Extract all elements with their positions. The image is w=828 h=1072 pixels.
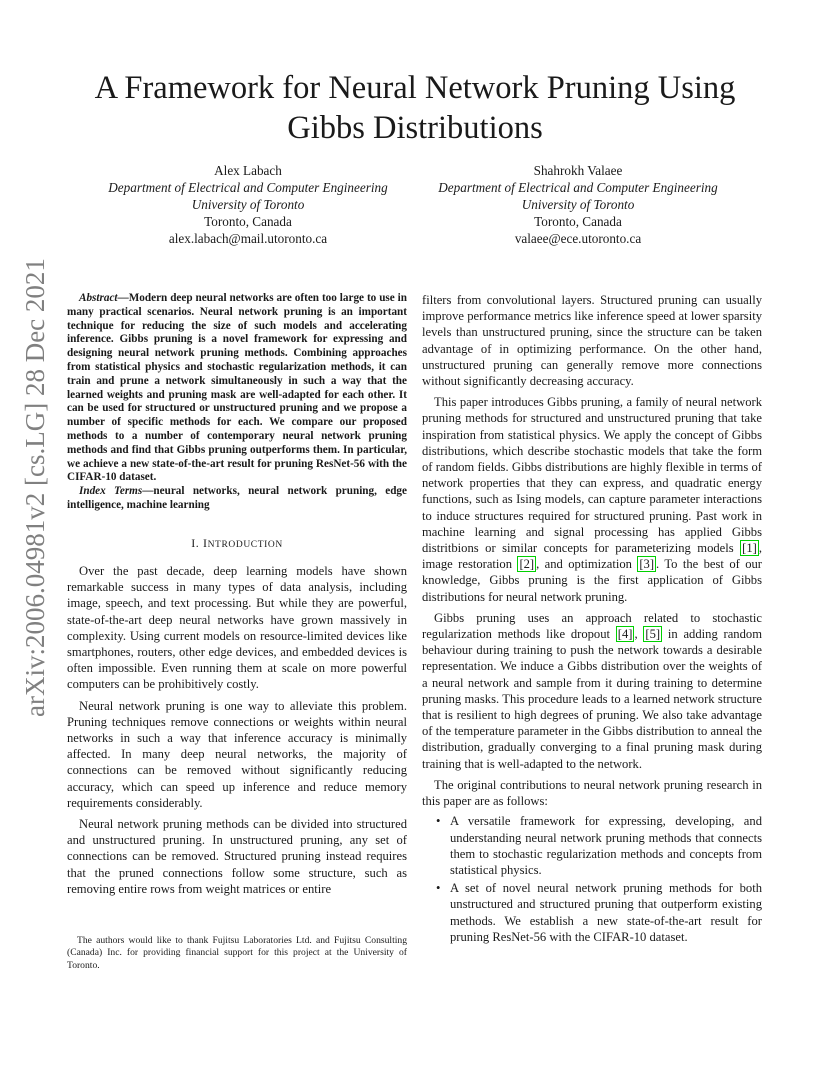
citation-link[interactable]: [5] <box>645 627 661 642</box>
index-terms-text: —neural networks, neural network pruning, edge intelligence, machine learning <box>67 485 407 511</box>
contributions-intro: The original contributions to neural network pruning research in this paper are as follows: <box>422 777 762 809</box>
continued-paragraph: filters from convolutional layers. Structured pruning can usually improve performance metrics like inference speed at lower sparsity levels than unstructured pruning, since the structure can be taken advantage of in optimizing performance. On the other hand, unstructured pruning can generally remove more connections without significantly decreasing accuracy. <box>422 293 762 389</box>
author-email: valaee@ece.utoronto.ca <box>514 231 642 246</box>
citation-link[interactable]: [2] <box>519 557 535 572</box>
author-city: Toronto, Canada <box>534 214 622 229</box>
citation-link[interactable]: [4] <box>617 627 633 642</box>
author-university: University of Toronto <box>191 197 305 212</box>
intro-paragraph-1: Over the past decade, deep learning models have shown remarkable success in many types of data analysis, including image, speech, and text processing. But while they are powerful, state-of-the-art deep neural networks have grown massively in complexity. Using current models on resource-limited devices like smartphones, routers, other edge devices, and embedded devices is often impossible. Even running them at scale on more powerful computers can be prohibitively costly. <box>67 563 407 692</box>
abstract <box>67 292 407 485</box>
text-run: . To the best of our knowledge, Gibbs pruning is the first application of Gibbs distributions for neural network pruning. <box>422 557 762 604</box>
list-item-text: A versatile framework for expressing, developing, and understanding neural network pruning methods that connects them to stochastic regularization methods and concepts from statistical physics. <box>450 814 762 877</box>
author-name: Shahrokh Valaee <box>533 163 623 178</box>
abstract-text: —Modern deep neural networks are often too large to use in many practical scenarios. Neural network pruning is an important technique for reducing the size of such models and accelerating inference. Gibbs pruning is a novel framework for expressing and designing neural network pruning methods. Combining approaches from statistical physics and stochastic regularization methods, it can train and prune a network simultaneously in such a way that the learned weights and pruning mask are well-adapted for each other. It can be used for structured or unstructured pruning and we propose a number of specific methods for each. We compare our proposed methods to a number of contemporary neural network pruning methods and find that Gibbs pruning outperforms them. In particular, we achieve a new state-of-the-art result for pruning ResNet-56 with the CIFAR-10 dataset. <box>67 292 407 484</box>
abstract-lead: Abstract <box>79 292 118 304</box>
text-run: Gibbs pruning uses an approach related to stochastic regularization methods like dropout <box>422 610 762 642</box>
section-title: NTRODUCTION <box>207 539 283 550</box>
citation-link[interactable]: [3] <box>639 557 655 572</box>
text-run: , image restoration <box>422 541 762 572</box>
index-terms <box>67 485 407 513</box>
list-item-text: A set of novel neural network pruning methods for both unstructured and structured pruning that outperform existing methods. We establish a new state-of-the-art result for pruning ResNet-56 with the CIFAR-10 dataset. <box>450 881 762 944</box>
gibbs-intro-paragraph <box>422 394 762 605</box>
arxiv-identifier-stamp: arXiv:2006.04981v2 [cs.LG] 28 Dec 2021 <box>20 258 50 717</box>
gibbs-method-paragraph <box>422 610 762 772</box>
author-block-1 <box>92 162 404 247</box>
paper-title: A Framework for Neural Network Pruning Using Gibbs Distributions <box>94 70 736 146</box>
right-column <box>422 292 762 947</box>
citation-link[interactable]: [1] <box>742 541 757 556</box>
text-run: This paper introduces Gibbs pruning, a family of neural network pruning methods for structured and unstructured pruning that take inspiration from statistical physics. We apply the concept of Gibbs distributions, which describe stochastic models that take the form of random fields. Gibbs distributions are highly flexible in terms of network properties that they can express, and quadratic energy functions, such as Ising models, can capture parameter interactions to induce structures required for structured pruning. Past work in machine learning and signal processing has applied Gibbs distritbions or similar concepts for parameterizing models <box>422 395 762 556</box>
intro-paragraph-2: Neural network pruning is one way to alleviate this problem. Pruning techniques remove connections or weights within neural networks in such a way that inference accuracy is minimally affected. In many deep neural networks, the majority of connections can be removed without significantly reducing accuracy, which can speed up inference and reduce memory requirements considerably. <box>67 698 407 810</box>
acknowledgement-footnote: The authors would like to thank Fujitsu Laboratories Ltd. and Fujitsu Consulting (Canada) Inc. for providing financial support for this project at the University of Toronto. <box>67 935 407 971</box>
author-university: University of Toronto <box>521 197 635 212</box>
bullet-icon: • <box>436 881 441 896</box>
author-name: Alex Labach <box>214 163 282 178</box>
list-item <box>422 813 762 878</box>
contributions-list <box>422 813 762 945</box>
author-city: Toronto, Canada <box>204 214 292 229</box>
author-email: alex.labach@mail.utoronto.ca <box>168 231 328 246</box>
text-run: , and optimization <box>536 557 638 572</box>
bullet-icon: • <box>436 814 441 829</box>
section-heading-introduction <box>67 535 407 553</box>
author-department: Department of Electrical and Computer Engineering <box>438 180 718 195</box>
left-column <box>67 292 407 897</box>
index-terms-lead: Index Terms <box>79 485 143 498</box>
author-department: Department of Electrical and Computer Engineering <box>108 180 388 195</box>
list-item <box>422 880 762 945</box>
text-run: in adding random behaviour during training to push the network towards a desirable representation. We induce a Gibbs distribution over the weights of a neural network and sample from it during training to determine pruning masks. This procedure leads to a learned network structure that is resilient to high degrees of pruning. We also take advantage of the temperature parameter in the Gibbs distribution to anneal the distribution, gradually converging to a final pruning mask during training that is well-adapted to the network. <box>422 627 762 771</box>
author-block-2 <box>422 162 734 247</box>
intro-paragraph-3: Neural network pruning methods can be divided into structured and unstructured pruning. In unstructured pruning, any set of connections can be removed. Structured pruning instead requires that the pruned connections follow some structure, such as removing entire rows from weight matrices or entire <box>67 817 407 896</box>
text-run: , <box>634 627 644 642</box>
section-number: I. I <box>191 535 208 550</box>
